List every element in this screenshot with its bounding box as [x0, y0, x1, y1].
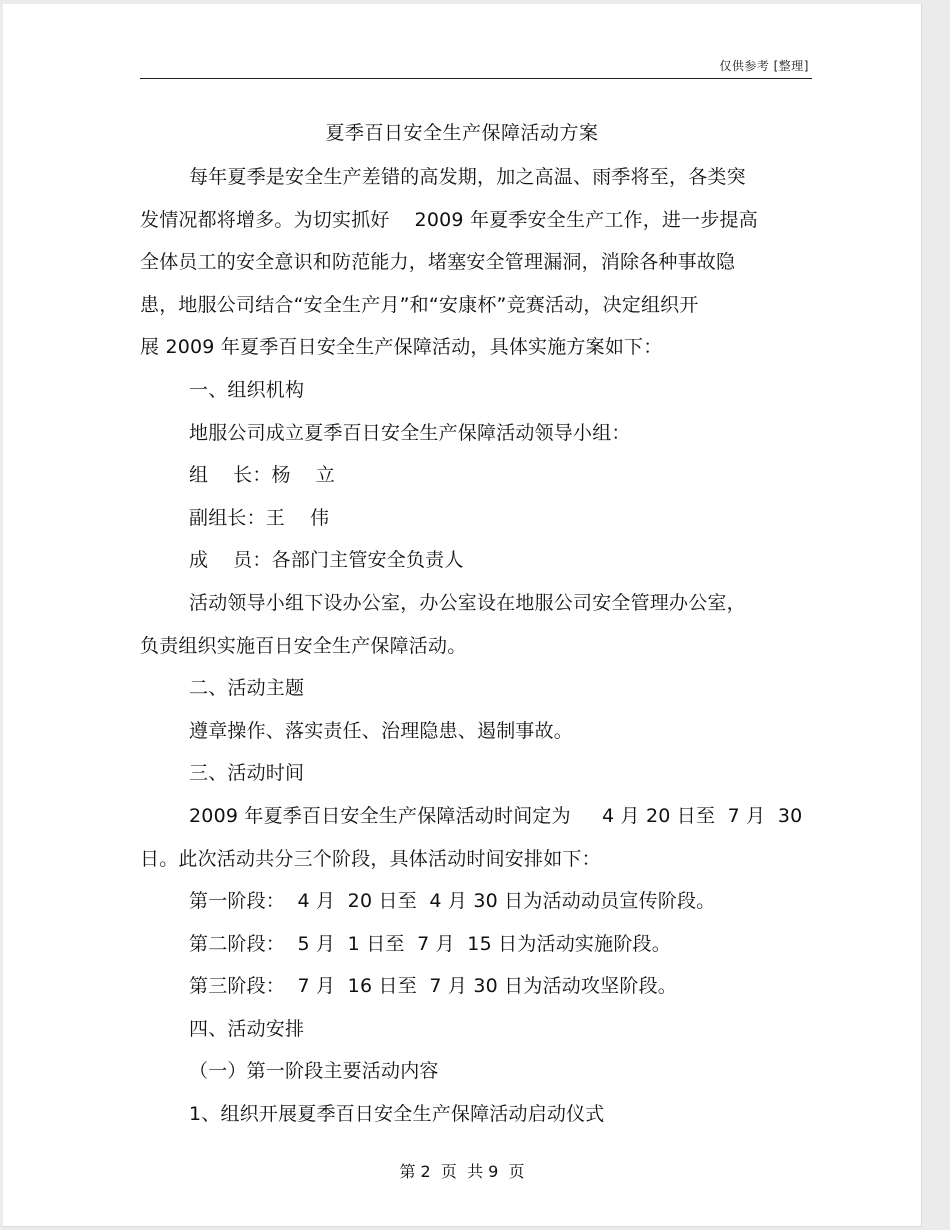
text-line: 日。此次活动共分三个阶段，具体活动时间安排如下：: [140, 847, 601, 870]
text-line: 第二阶段： 5 月 1 日至 7 月 15 日为活动实施阶段。: [189, 932, 671, 955]
text-line: 1、组织开展夏季百日安全生产保障活动启动仪式: [189, 1103, 605, 1126]
text-line: 四、活动安排: [189, 1017, 305, 1040]
page-number-footer: 第 2 页 共 9 页: [399, 1162, 525, 1181]
text-line: 二、活动主题: [189, 677, 305, 700]
text-line: 成 员：各部门主管安全负责人: [189, 549, 464, 572]
document-body: [140, 156, 820, 1136]
text-line: 负责组织实施百日安全生产保障活动。: [140, 634, 467, 657]
text-line: 全体员工的安全意识和防范能力，堵塞安全管理漏洞，消除各种事故隐: [140, 251, 736, 274]
text-line: 2009 年夏季百日安全生产保障活动时间定为 4 月 20 日至 7 月 30: [189, 804, 803, 827]
text-line: 第三阶段： 7 月 16 日至 7 月 30 日为活动攻坚阶段。: [189, 975, 677, 998]
header-note: 仅供参考 [整理]: [719, 59, 809, 73]
text-line: 三、活动时间: [189, 762, 305, 785]
document-title: 夏季百日安全生产保障活动方案: [325, 122, 599, 144]
document-page: [3, 4, 922, 1227]
text-line: 展 2009 年夏季百日安全生产保障活动，具体实施方案如下：: [140, 336, 663, 359]
text-line: 地服公司成立夏季百日安全生产保障活动领导小组：: [189, 421, 631, 444]
text-line: 一、组织机构: [189, 378, 305, 401]
header-divider: [140, 78, 812, 79]
text-line: 遵章操作、落实责任、治理隐患、遏制事故。: [189, 719, 574, 742]
text-line: 患，地服公司结合“安全生产月”和“安康杯”竞赛活动，决定组织开: [140, 293, 699, 316]
text-line: 发情况都将增多。为切实抓好 2009 年夏季安全生产工作，进一步提高: [140, 208, 758, 231]
text-line: 活动领导小组下设办公室，办公室设在地服公司安全管理办公室，: [189, 591, 746, 614]
text-line: （一）第一阶段主要活动内容: [189, 1060, 439, 1083]
text-line: 组 长：杨 立: [189, 464, 335, 487]
text-line: 每年夏季是安全生产差错的高发期，加之高温、雨季将至，各类突: [189, 166, 746, 188]
text-line: 第一阶段： 4 月 20 日至 4 月 30 日为活动动员宣传阶段。: [189, 890, 716, 913]
text-line: 副组长：王 伟: [189, 506, 330, 529]
